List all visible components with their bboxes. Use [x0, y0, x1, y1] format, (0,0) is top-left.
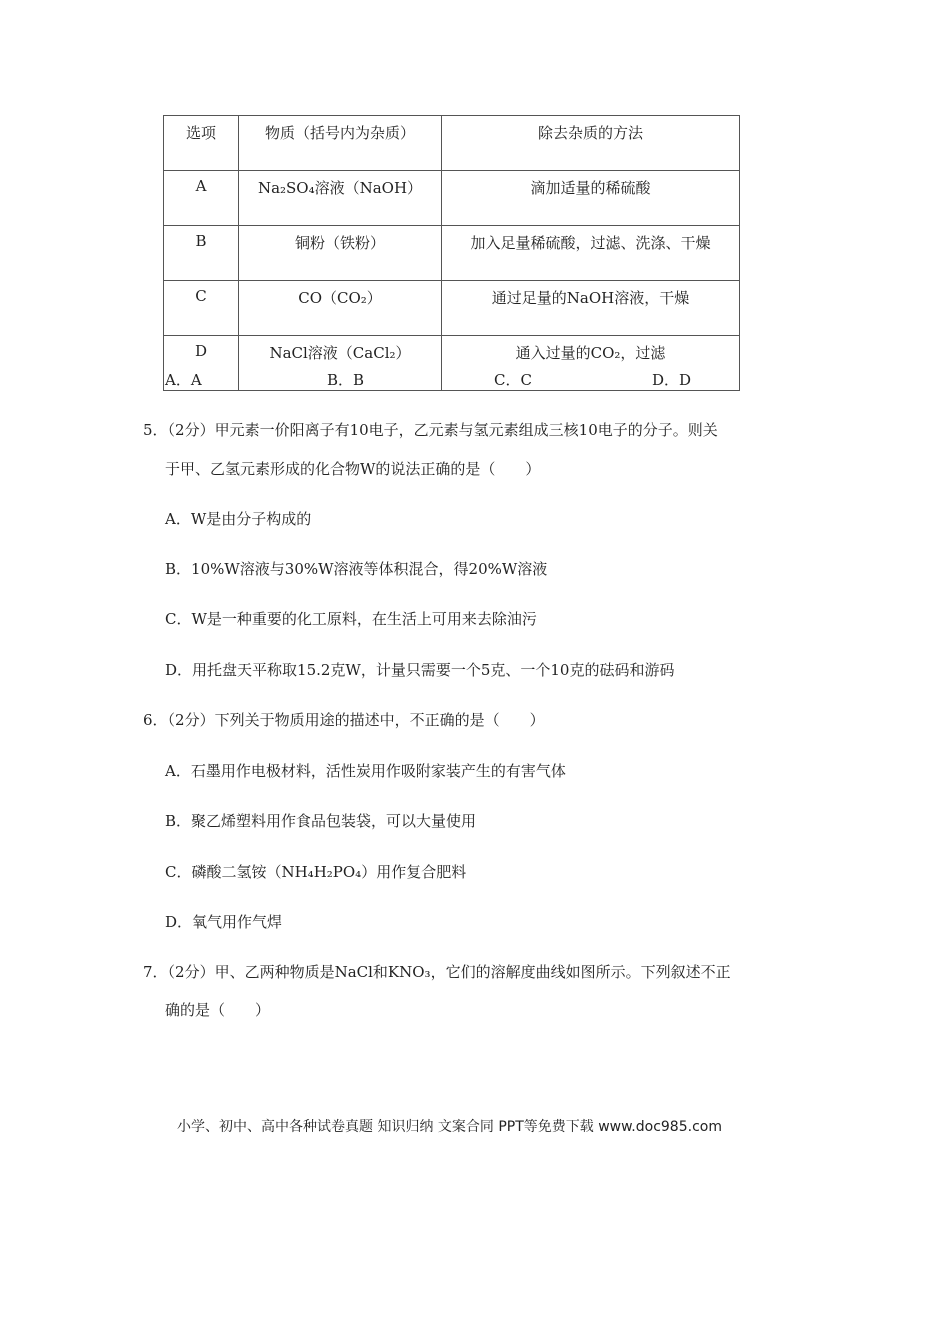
q5-stem-line1: 5．（2分）甲元素一价阳离子有10电子，乙元素与氢元素组成三核10电子的分子。则关 — [143, 421, 718, 439]
option-cell: A — [164, 171, 239, 226]
table-header-cell: 除去杂质的方法 — [442, 116, 740, 171]
q5-option-d: D．用托盘天平称取15.2克W，计量只需要一个5克、一个10克的砝码和游码 — [165, 661, 675, 679]
q6-stem: 6．（2分）下列关于物质用途的描述中，不正确的是（ ） — [143, 711, 545, 729]
method-cell: 滴加适量的稀硫酸 — [442, 171, 740, 226]
q5-stem-line2: 于甲、乙氢元素形成的化合物W的说法正确的是（ ） — [165, 460, 541, 478]
substance-cell: Na₂SO₄溶液（NaOH） — [239, 171, 442, 226]
table-header-row — [164, 116, 740, 171]
page-footer: 小学、初中、高中各种试卷真题 知识归纳 文案合同 PPT等免费下载 www.doc985.com — [177, 1119, 722, 1135]
substance-cell: CO（CO₂） — [239, 281, 442, 336]
impurity-removal-table — [163, 115, 740, 391]
option-cell: C — [164, 281, 239, 336]
q6-option-a: A．石墨用作电极材料，活性炭用作吸附家装产生的有害气体 — [165, 762, 566, 780]
table-header-cell: 选项 — [164, 116, 239, 171]
option-cell: B — [164, 226, 239, 281]
table-row — [164, 281, 740, 336]
q4-option-b: B．B — [327, 371, 365, 389]
q4-option-a: A．A — [165, 371, 202, 389]
table-header-cell: 物质（括号内为杂质） — [239, 116, 442, 171]
option-cell: D — [164, 336, 239, 391]
table-row — [164, 226, 740, 281]
substance-cell: 铜粉（铁粉） — [239, 226, 442, 281]
q4-option-d: D．D — [652, 371, 692, 389]
method-cell: 通入过量的CO₂，过滤 — [442, 336, 740, 391]
q6-option-d: D．氧气用作气焊 — [165, 913, 283, 931]
method-cell: 通过足量的NaOH溶液，干燥 — [442, 281, 740, 336]
substance-cell: NaCl溶液（CaCl₂） — [239, 336, 442, 391]
q5-option-b: B．10%W溶液与30%W溶液等体积混合，得20%W溶液 — [165, 560, 548, 578]
q4-option-c: C．C — [494, 371, 532, 389]
q5-option-c: C．W是一种重要的化工原料，在生活上可用来去除油污 — [165, 610, 537, 628]
q7-stem-line1: 7．（2分）甲、乙两种物质是NaCl和KNO₃，它们的溶解度曲线如图所示。下列叙述不正 — [143, 963, 731, 981]
q6-option-c: C．磷酸二氢铵（NH₄H₂PO₄）用作复合肥料 — [165, 863, 467, 881]
q5-option-a: A．W是由分子构成的 — [165, 510, 312, 528]
method-cell: 加入足量稀硫酸，过滤、洗涤、干燥 — [442, 226, 740, 281]
q6-option-b: B．聚乙烯塑料用作食品包装袋，可以大量使用 — [165, 812, 477, 830]
table-row — [164, 171, 740, 226]
q7-stem-line2: 确的是（ ） — [165, 1001, 271, 1019]
